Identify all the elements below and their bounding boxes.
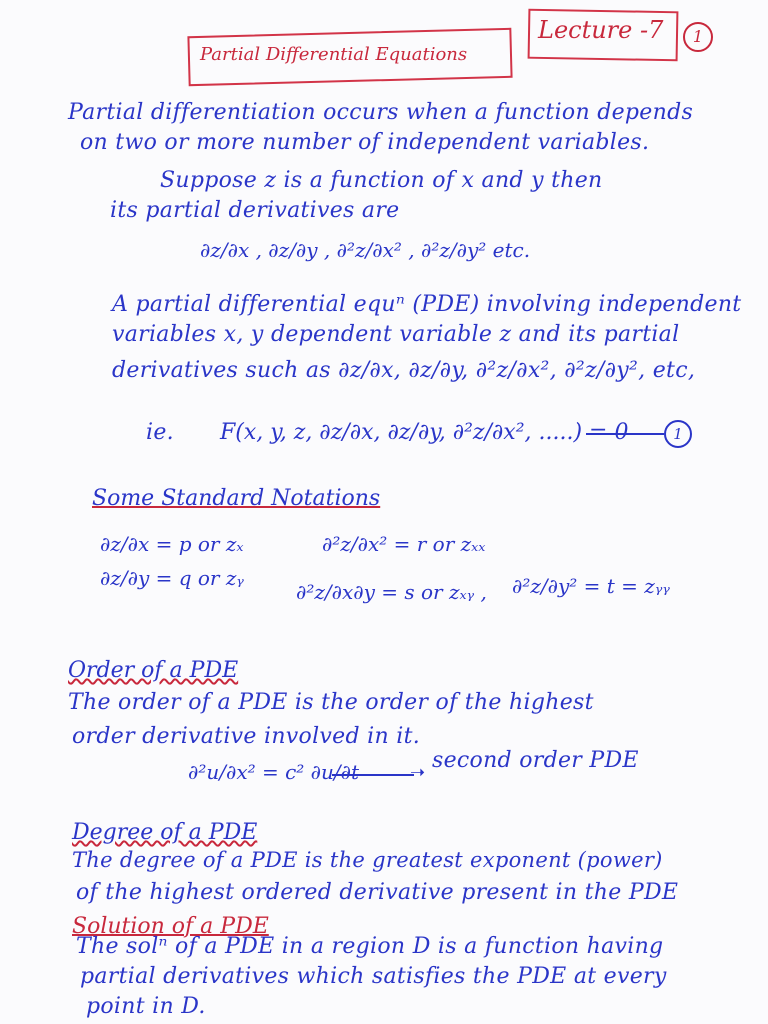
lecture-label: Lecture -7 [538, 16, 664, 44]
ie-label: ie. [146, 420, 174, 445]
intro-line-1: Partial differentiation occurs when a function depends [68, 100, 694, 125]
pde-def-line-1: A partial differential equⁿ (PDE) involving independent [112, 292, 742, 317]
solution-heading: Solution of a PDE [72, 914, 269, 939]
notation-q: ∂z/∂y = q or zᵧ [100, 566, 244, 590]
degree-line-1: The degree of a PDE is the greatest exponent (power) [72, 848, 663, 872]
intro-line-4: its partial derivatives are [110, 198, 400, 223]
partial-derivatives-list: ∂z/∂x , ∂z/∂y , ∂²z/∂x² , ∂²z/∂y² etc. [200, 238, 531, 262]
notations-heading: Some Standard Notations [92, 486, 381, 511]
notation-p: ∂z/∂x = p or zₓ [100, 532, 244, 556]
solution-line-1: The solⁿ of a PDE in a region D is a function having [76, 934, 664, 959]
intro-line-2: on two or more number of independent variables. [80, 130, 650, 155]
degree-heading: Degree of a PDE [72, 820, 258, 845]
order-heading: Order of a PDE [68, 658, 239, 683]
intro-line-3: Suppose z is a function of x and y then [160, 168, 603, 193]
solution-line-2: partial derivatives which satisfies the PDE at every [80, 964, 667, 989]
notation-t: ∂²z/∂y² = t = zᵧᵧ [512, 574, 670, 598]
order-example-equation: ∂²u/∂x² = c² ∂u/∂t [188, 760, 360, 784]
equation-number: 1 [664, 420, 692, 448]
page-title: Partial Differential Equations [200, 44, 468, 65]
order-example-label: second order PDE [432, 748, 639, 773]
notation-r: ∂²z/∂x² = r or zₓₓ [322, 532, 486, 556]
arrow-head-icon: ➝ [410, 762, 426, 783]
solution-line-3: point in D. [86, 994, 206, 1019]
page-number: 1 [683, 22, 713, 52]
order-line-1: The order of a PDE is the order of the highest [68, 690, 594, 715]
pde-general-equation: F(x, y, z, ∂z/∂x, ∂z/∂y, ∂²z/∂x², .....) = 0 [220, 420, 629, 445]
equation-leader-line [586, 433, 664, 435]
notation-s: ∂²z/∂x∂y = s or zₓᵧ , [296, 580, 487, 604]
order-example-arrow [332, 774, 414, 776]
pde-def-line-2: variables x, y dependent variable z and its partial [112, 322, 680, 347]
pde-def-line-3: derivatives such as ∂z/∂x, ∂z/∂y, ∂²z/∂x², ∂²z/∂y², etc, [112, 358, 696, 383]
order-line-2: order derivative involved in it. [72, 724, 420, 749]
degree-line-2: of the highest ordered derivative present in the PDE [76, 880, 679, 905]
